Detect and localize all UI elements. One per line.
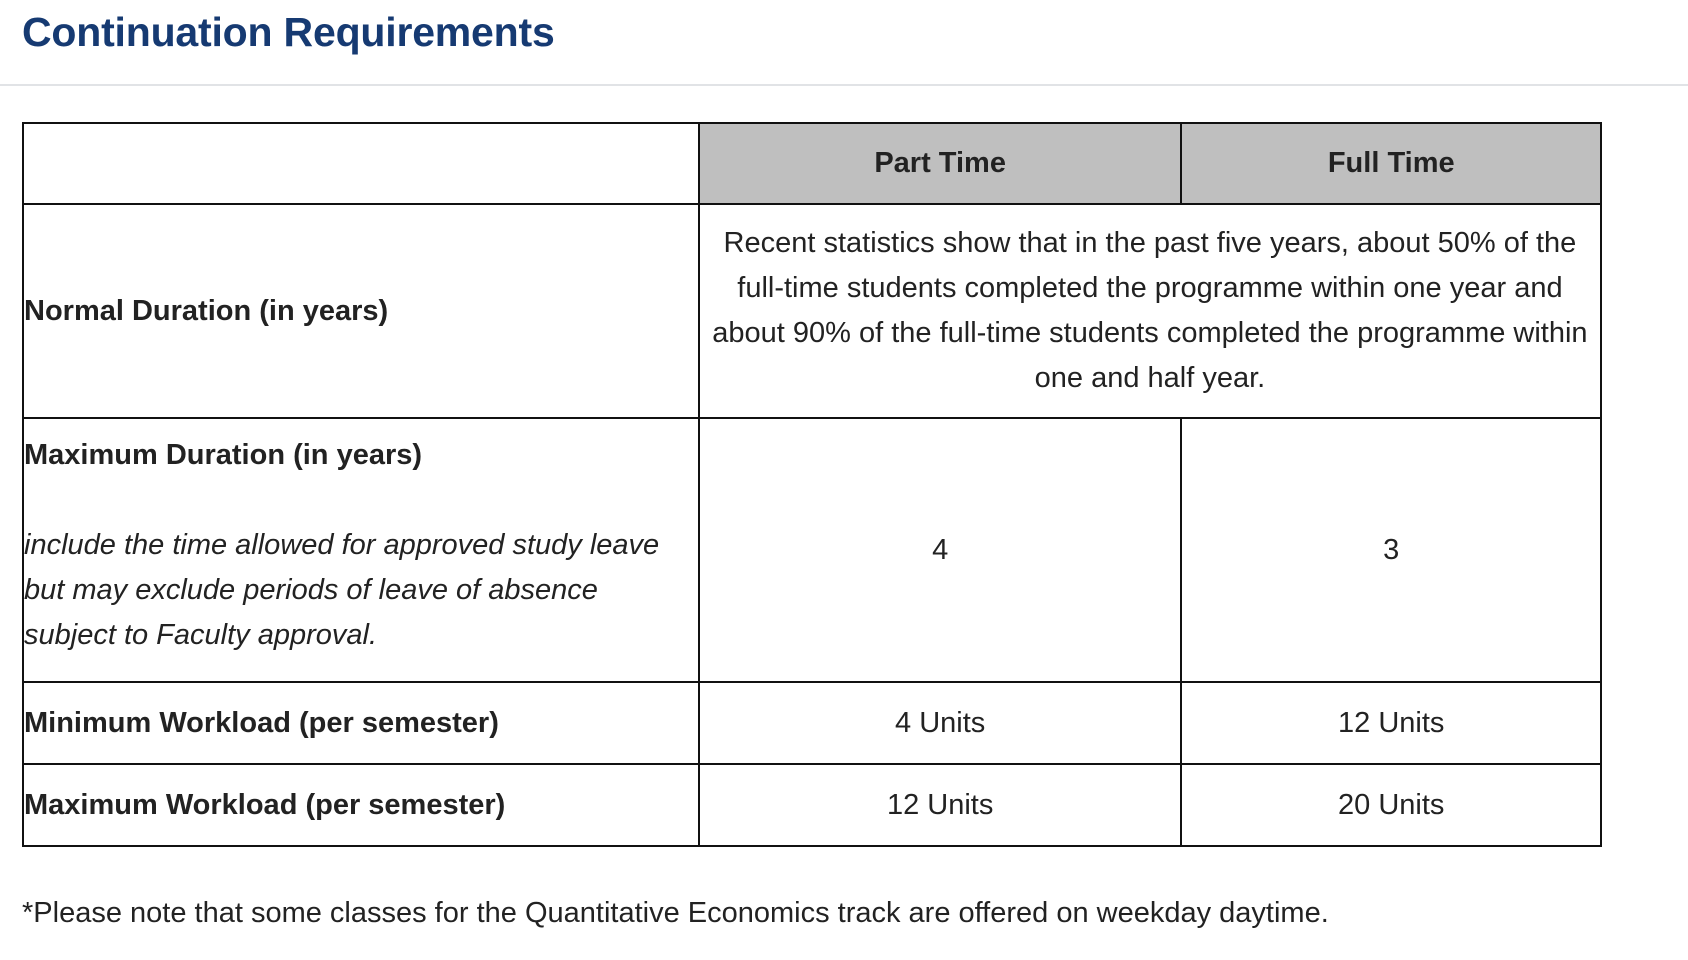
table-row-minimum-workload — [23, 682, 1601, 764]
minimum-workload-part-time: 4 Units — [699, 682, 1182, 764]
title-divider — [0, 84, 1688, 86]
maximum-duration-note: include the time allowed for approved study leave but may exclude periods of leave of absence subject to Faculty approval. — [24, 529, 660, 651]
normal-duration-text: Recent statistics show that in the past five years, about 50% of the full-time students completed the programme within one year and about 90% of the full-time students completed the programme within one and half year. — [699, 204, 1601, 418]
minimum-workload-label: Minimum Workload (per semester) — [23, 682, 699, 764]
table-header-row — [23, 123, 1601, 204]
maximum-duration-label: Maximum Duration (in years) — [24, 439, 423, 471]
page-title: Continuation Requirements — [22, 9, 555, 55]
maximum-duration-label-cell — [23, 418, 699, 682]
table-row-normal-duration — [23, 204, 1601, 418]
maximum-duration-part-time: 4 — [699, 418, 1182, 682]
maximum-duration-full-time: 3 — [1181, 418, 1601, 682]
maximum-workload-label: Maximum Workload (per semester) — [23, 764, 699, 846]
maximum-workload-part-time: 12 Units — [699, 764, 1182, 846]
table-row-maximum-duration — [23, 418, 1601, 682]
maximum-workload-full-time: 20 Units — [1181, 764, 1601, 846]
minimum-workload-full-time: 12 Units — [1181, 682, 1601, 764]
footnote: *Please note that some classes for the Quantitative Economics track are offered on weekday daytime. — [22, 897, 1329, 929]
header-full-time: Full Time — [1181, 123, 1601, 204]
header-blank-cell — [23, 123, 699, 204]
continuation-requirements-table — [22, 122, 1602, 847]
normal-duration-label: Normal Duration (in years) — [23, 204, 699, 418]
header-part-time: Part Time — [699, 123, 1182, 204]
table-row-maximum-workload — [23, 764, 1601, 846]
